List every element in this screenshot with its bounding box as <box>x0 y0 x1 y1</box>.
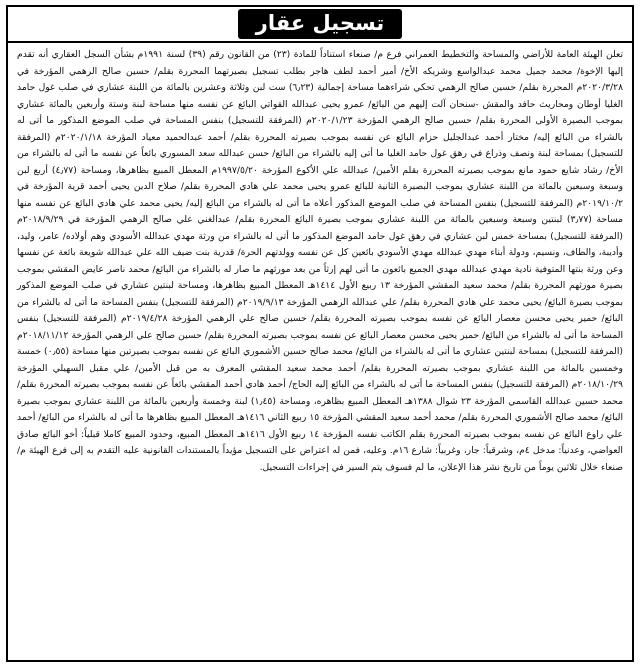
notice-title: تسجيل عقار <box>238 9 402 39</box>
notice-body-text: تعلن الهيئة العامة للأراضي والمساحة والتخطيط العمراني فرع م/ صنعاء استناداً للمادة (٢٣) من القانون رقم (٣٩) لسنة ١٩٩١م بشأن السجل العقاري أنه تقدم إليها الإخوة/ محمد جميل محمد عبدالواسع وشريكه الأخ/ أمير أحمد لطف هاجر بطلب تسجيل بصيرتهما المحررة بقلم/ حسين صالح الرهمي المؤرخة في ٢٠٢٠/٣/٢٨م المحررة بقلم/ حسين صالح الرهمي تحكي شراءهما مساحة إجمالية (٦٫٢٣) ست لبن وثلاثة وعشرين بالمائة من اللبنة عشاري في صلب غول حامد الغليا أوطان ومحاريث حافد والمقش -سنحان آلت إليهم من البائع/ عمرو يحيى عبدالله القواتي البائع عن نفسه منها مساحة لبنة وستة وأربعين بالمائة عشاري بموجب البصيرة الأولى المحررة بقلم/ حسين صالح الرهمي المؤرخة ٢٠٢٠/١/٢٣م (المرفقة للتسجيل) بنفس المساحة في صلب الموضع المذكور ما أتى له بالشراء من البائع إليه/ مختار أحمد عبدالجليل حزام البائع عن نفسه بموجب بصيرته المحررة بقلم/ أحمد عبدالحميد معياد المؤرخة ٢٠٢٠/١/١٨م (المرفقة للتسجيل) بمساحة لبنة ونصف وذراع في رهق غول حامد الغليا ما أتى إليه بالشراء من البائع/ حسن عبدالله سعد المسوري بائعاً عن نفسه ما أتى له بالشراء من الأخ/ رشاد شايع حمود مانع بموجب بصيرته المحررة بقلم الأمين/ عبدالله علي الأكوع المؤرخة ١٩٩٧/٥/٢٠م المعطل المبيع بظاهرها، ومساحة (٤٫٧٧) أربع لبن وسبعة وسبعين بالمائة من اللبنة عشاري بموجب البصيرة الثانية للبائع عمرو يحيى محمد علي هادي المحررة بقلم/ صلاح الدين يحيى أحمد قرية المؤرخة في ٢٠١٩/١٠/٢م (المرفقة للتسجيل) بنفس المساحة في صلب الموضع المذكور أعلاه ما أتى له بالشراء من البائع إليه/ يحيى محمد علي هادي البائع عن نفسه منها مساحة (٣٫٧٧) لبنتين وسبعة وسبعين بالمائة من اللبنة عشاري بموجب بصيرة البائع المحررة بقلم/ عبدالغني علي صالح الرهمي المؤرخة في ٢٠١٨/٩/٢٩م (المرفقة للتسجيل) بمساحة خمس لبن عشاري في رهق غول حامد الموضع المذكور ما أتى له بالشراء من ورثة مهدي عبدالله الأسودي وهم أولاده/ عامر، وليد، وأديبة، والطاف، ونسيم، ودولة أبناء مهدي عبدالله مهدي الأسودي بائعين كل عن نفسه وولدتهم الحرة/ قدرية بنت ضيف الله علي عبدالله شويعة بائعة عن نفسها وعن ورثة بنتها المتوفية نادية مهدي عبدالله مهدي الجميع بائعون ما أتى لهم إرثاً من بعد مورثهم ما صار له بالشراء من البائع/ محمد ناصر عايض المقشي بموجب بصيرة مورثهم المحررة بقلم/ محمد سعيد المقشي المؤرخة ١٣ ربيع الأول ١٤١٤هـ المعطل المبيع بظاهرها، ومساحة لبنتين عشاري في صلب الموضع المذكور بموجب بصيرة البائع/ يحيى محمد علي هادي المحررة بقلم/ علي عبدالله الرهمي المؤرخة ٢٠١٩/٩/١٣م (المرفقة للتسجيل) بنفس المساحة ما أتى له بالشراء من البائع/ حمير يحيى محسن معصار البائع عن نفسه بموجب بصيرته المحررة بقلم/ حسين صالح علي الرهمي المؤرخة ٢٠١٩/٤/٢٨م (المرفقة للتسجيل) بنفس المساحة ما أتى له بالشراء من البائع/ حمير يحيى محسن معصار البائع عن نفسه بموجب بصيرته المحررة بقلم/ حسين صالح علي الرهمي المؤرخة ٢٠١٨/١١/١٢م (المرفقة للتسجيل) بمساحة لبنتين عشاري ما أتى له بالشراء من البائع/ محمد صالح حسين الأشموري البائع عن نفسه بموجب بصيرتين منها مساحة (٠٫٥٥) خمسة وخمسين بالمائة من اللبنة عشاري بموجب بصيرته المحررة بقلم/ أحمد محمد سعيد المقشي المعرف به من قبل الأمين/ علي مقبل السهيلي المؤرخة ٢٠١٨/١٠/٢٩م (المرفقة للتسجيل) بنفس المساحة ما أتى له بالشراء من البائع إليه الحاج/ أحمد هادي أحمد المقشي بائعاً عن نفسه بموجب بصيرته المحررة بقلم/ محمد حسين عبدالله القاسمي المؤرخة ٢٣ شوال ١٣٨٨هـ المعطل المبيع بظاهره، ومساحة (١٫٤٥) لبنة وخمسة وأربعين بالمائة من اللبنة عشاري بموجب بصيرة البائع/ محمد صالح الأشموري المحررة بقلم/ محمد أحمد سعيد المقشي المؤرخة ١٥ ربيع الثاني ١٤١٦هـ المعطل المبيع بظاهرها ما أتى له بالشراء من البائع/ أحمد علي راوع البائع عن نفسه بموجب بصيرته المحررة بقلم الكاتب نفسه المؤرخة ١٤ ربيع الأول ١٤١٦هـ المعطل المبيع، وحدود المبيع كاملا قبلياً: أخو البائع صادق العواضي، وعدنياً: مدخل ٤م، وشرقياً: جار، وغربياً: شارع ١٦م. وعليه، فمن له اعتراض على التسجيل مؤيداً بالمستندات القانونية عليه التقدم به إلى فرع الهيئة م/ صنعاء خلال ثلاثين يوماً من تاريخ نشر هذا الإعلان، ما لم فسوف يتم السير في إجراءات التسجيل. <box>17 49 624 473</box>
legal-notice-frame <box>6 5 634 662</box>
notice-header <box>8 7 632 43</box>
